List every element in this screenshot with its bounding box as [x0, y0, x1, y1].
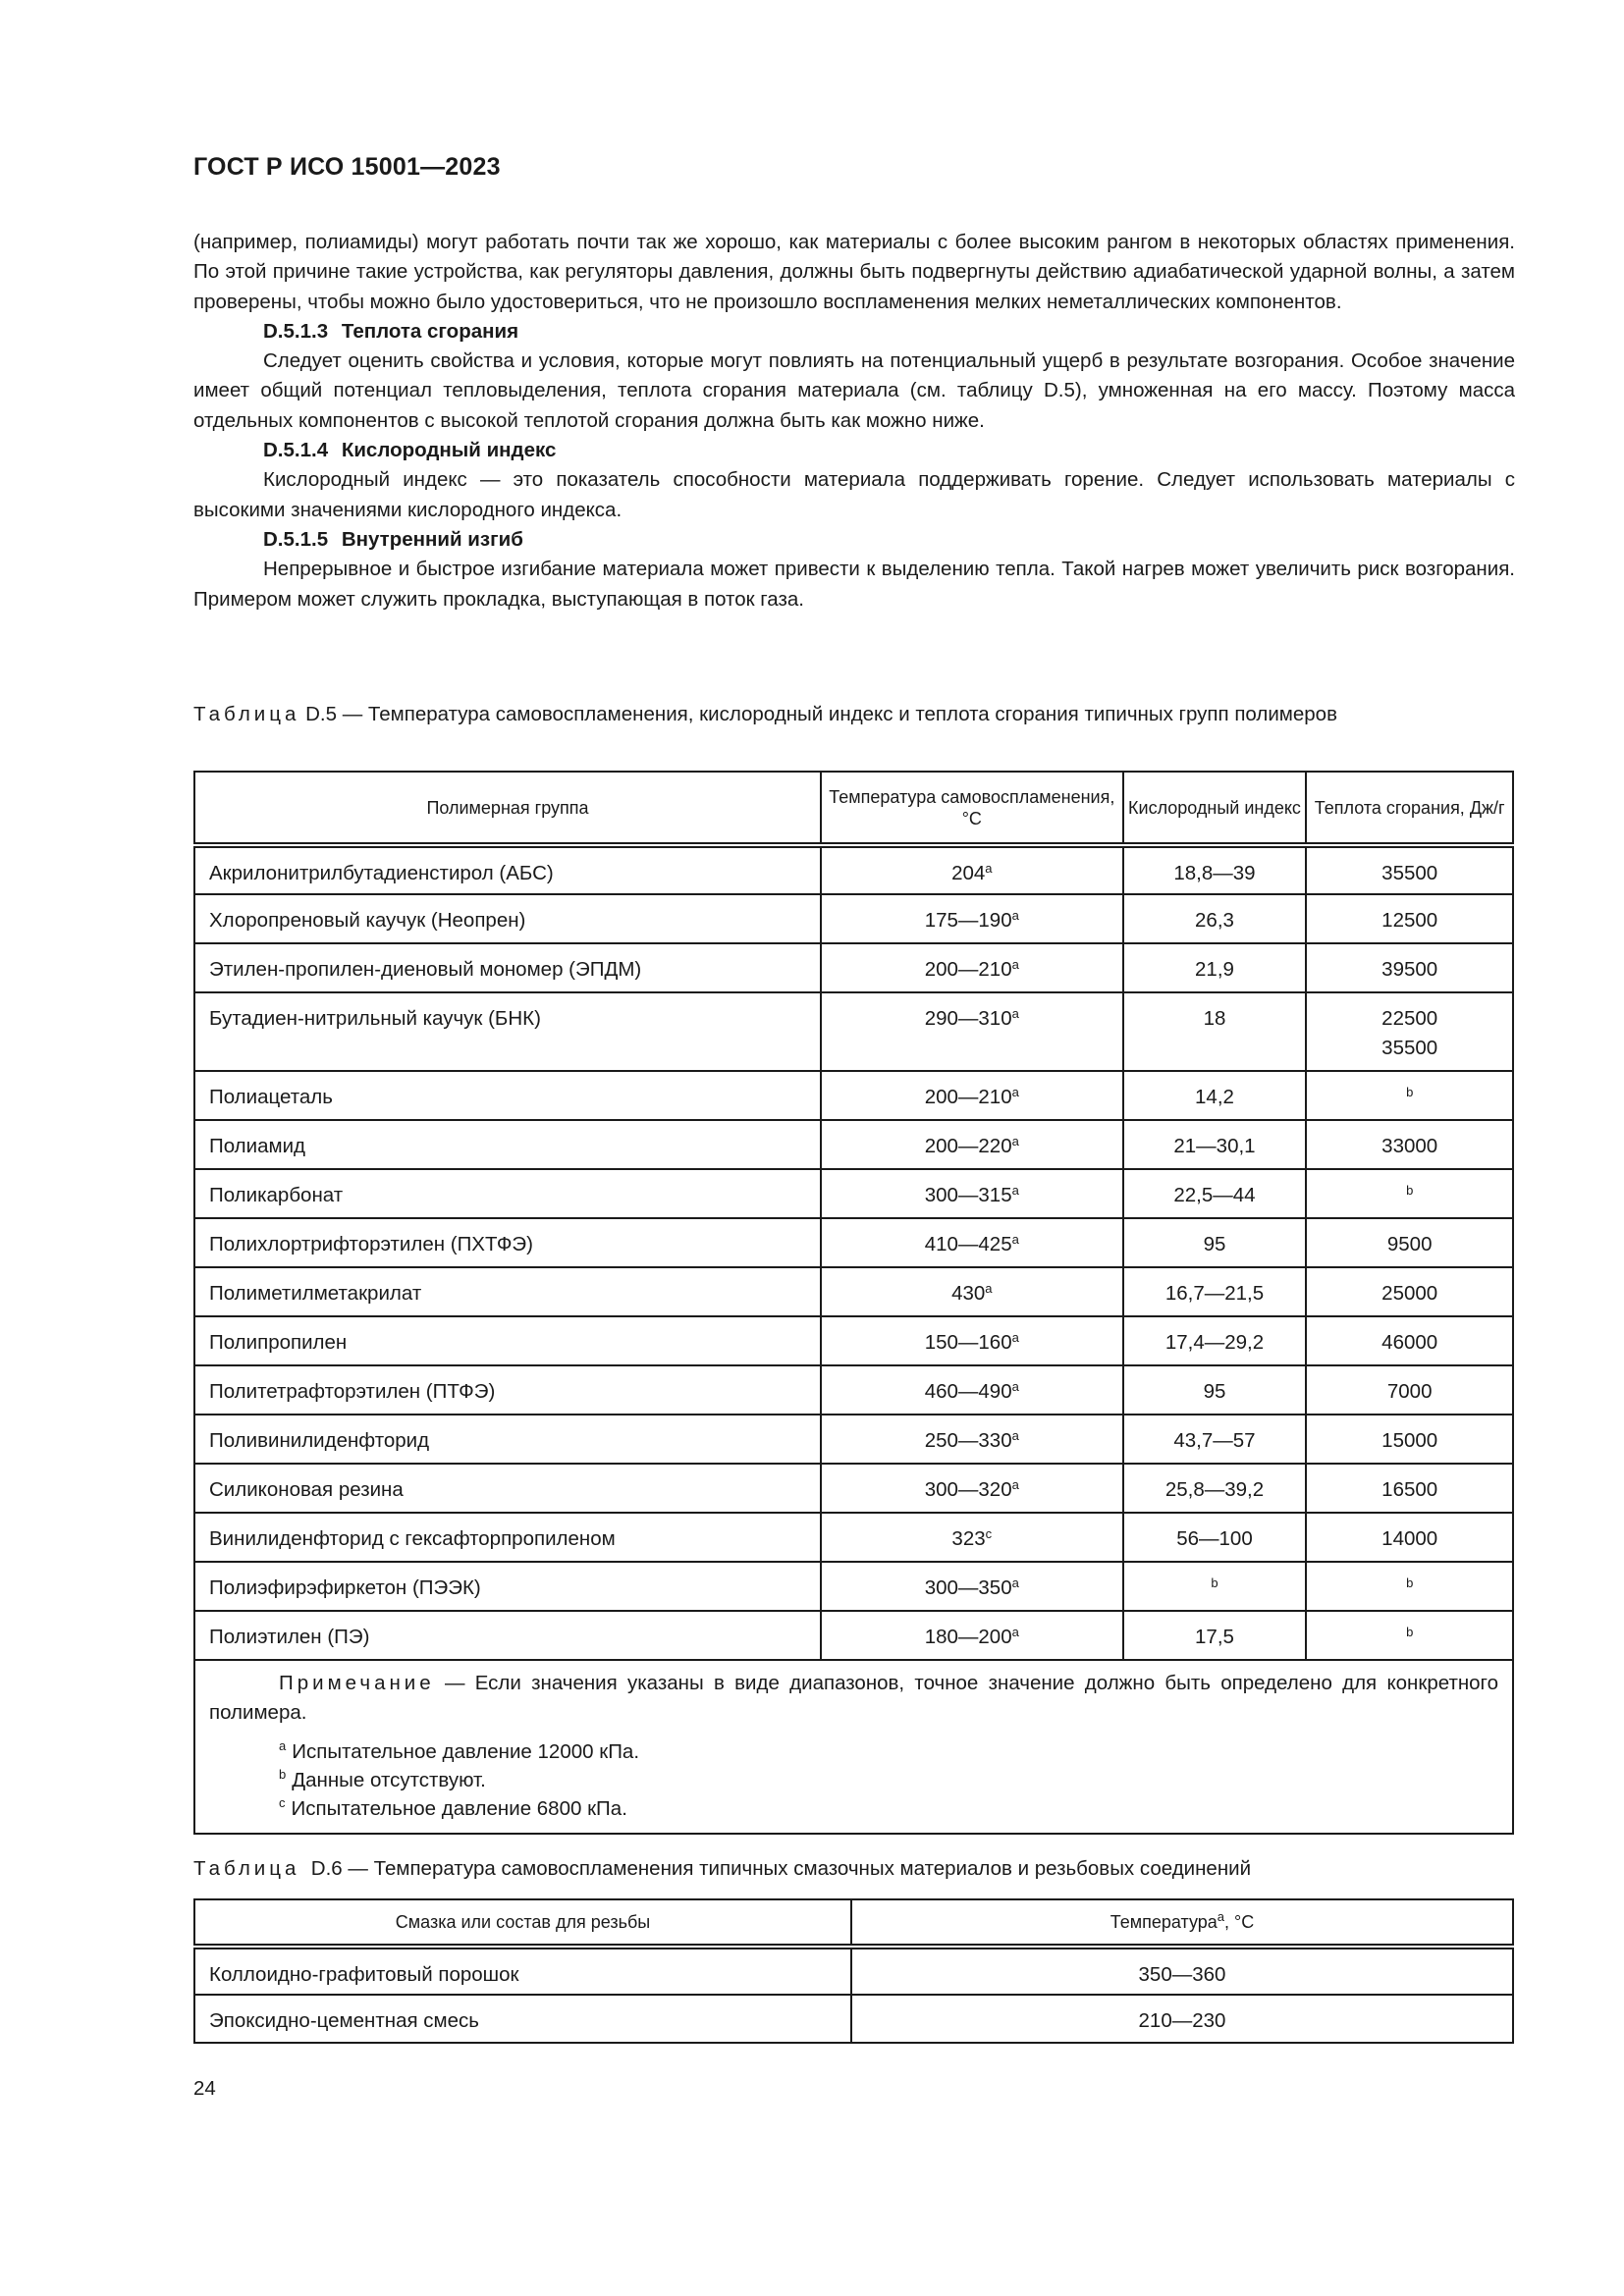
cell-oxygen-index: 22,5—44: [1123, 1169, 1307, 1218]
footnote-mark: a: [1011, 1232, 1019, 1247]
cell-polymer-group: Полиамид: [194, 1120, 821, 1169]
note-label: Примечание: [279, 1672, 435, 1694]
cell-oxygen-index: 18,8—39: [1123, 845, 1307, 894]
cell-heat-of-combustion: 35500: [1306, 845, 1513, 894]
cell-polymer-group: Полихлортрифторэтилен (ПХТФЭ): [194, 1218, 821, 1267]
footnote-mark: a: [1011, 1428, 1019, 1443]
footnote-b: [209, 1766, 1498, 1794]
table-row: [194, 1316, 1513, 1365]
table-row: [194, 943, 1513, 992]
footnote-c: [209, 1794, 1498, 1823]
table-row: [194, 894, 1513, 943]
cell-oxygen-index: 95: [1123, 1365, 1307, 1415]
cell-polymer-group: Винилиденфторид с гексафторпропиленом: [194, 1513, 821, 1562]
cell-oxygen-index: 21,9: [1123, 943, 1307, 992]
cell-polymer-group: Хлоропреновый каучук (Неопрен): [194, 894, 821, 943]
cell-oxygen-index: 56—100: [1123, 1513, 1307, 1562]
cell-autoignition-temp: 430$^a$: [821, 1267, 1123, 1316]
table-row: [194, 1169, 1513, 1218]
document-title: ГОСТ Р ИСО 15001—2023: [193, 153, 501, 181]
cell-oxygen-index: 17,5: [1123, 1611, 1307, 1660]
cell-polymer-group: Этилен-пропилен-диеновый мономер (ЭПДМ): [194, 943, 821, 992]
column-header-material: Смазка или состав для резьбы: [194, 1899, 851, 1947]
caption-text: D.5 — Температура самовоспламенения, кислородный индекс и теплота сгорания типичных групп полимеров: [305, 703, 1337, 725]
cell-polymer-group: Поликарбонат: [194, 1169, 821, 1218]
cell-polymer-group: Полипропилен: [194, 1316, 821, 1365]
cell-oxygen-index: 18: [1123, 992, 1307, 1071]
cell-autoignition-temp: 323$^c$: [821, 1513, 1123, 1562]
footnote-mark: a: [985, 1281, 993, 1296]
footnote-a: [209, 1737, 1498, 1766]
cell-oxygen-index: 16,7—21,5: [1123, 1267, 1307, 1316]
cell-autoignition-temp: 175—190$^a$: [821, 894, 1123, 943]
section-heading-d514: [193, 436, 1515, 465]
cell-polymer-group: Полиэфирэфиркетон (ПЭЭК): [194, 1562, 821, 1611]
cell-autoignition-temp: 200—220$^a$: [821, 1120, 1123, 1169]
table-row: [194, 1267, 1513, 1316]
footnote-mark: a: [1011, 1330, 1019, 1345]
table-header-row: [194, 1899, 1513, 1947]
section-number: D.5.1.4: [263, 439, 329, 462]
footnote-mark: a: [1011, 908, 1019, 923]
cell-oxygen-index: 95: [1123, 1218, 1307, 1267]
paragraph-d513: Следует оценить свойства и условия, которые могут повлиять на потенциальный ущерб в результате возгорания. Особое значение имеет общий потенциал тепловыделения, теплота сгорания материала (см. таблицу D.5), умноженная на его массу. Поэтому масса отдельных компонентов с высокой теплотой сгорания должна быть как можно ниже.: [193, 349, 1515, 432]
cell-heat-of-combustion: 16500: [1306, 1464, 1513, 1513]
caption-label: Таблица: [193, 703, 300, 725]
footnote-mark: c: [279, 1795, 286, 1810]
cell-polymer-group: Полиэтилен (ПЭ): [194, 1611, 821, 1660]
cell-heat-of-combustion: [1306, 1169, 1513, 1218]
table-row: [194, 1995, 1513, 2043]
table-row: [194, 1365, 1513, 1415]
cell-heat-of-combustion: [1306, 1611, 1513, 1660]
cell-autoignition-temp: 204$^a$: [821, 845, 1123, 894]
cell-autoignition-temp: 300—315$^a$: [821, 1169, 1123, 1218]
column-header-group: Полимерная группа: [194, 772, 821, 845]
cell-heat-of-combustion: 22500 35500: [1306, 992, 1513, 1071]
footnote-mark: b: [1406, 1575, 1414, 1590]
cell-oxygen-index: [1123, 1562, 1307, 1611]
footnote-mark: b: [1406, 1183, 1414, 1198]
note-paragraph: [209, 1669, 1498, 1728]
column-header-temperature: Температура$^a$, °C: [851, 1899, 1513, 1947]
table-d5: [193, 771, 1514, 1835]
paragraph-intro: (например, полиамиды) могут работать почти так же хорошо, как материалы с более высоким рангом в некоторых областях применения. По этой причине такие устройства, как регуляторы давления, должны быть подвергнуты действию адиабатической ударной волны, а затем проверены, чтобы можно было удостовериться, что не произошло воспламенения мелких неметаллических компонентов.: [193, 231, 1515, 313]
cell-polymer-group: Поливинилиденфторид: [194, 1415, 821, 1464]
cell-autoignition-temp: 300—320$^a$: [821, 1464, 1123, 1513]
table-row: [194, 1415, 1513, 1464]
table-d6: [193, 1898, 1514, 2044]
table-row: [194, 1218, 1513, 1267]
cell-heat-of-combustion: 14000: [1306, 1513, 1513, 1562]
section-title: Внутренний изгиб: [341, 527, 523, 551]
table-row: [194, 1562, 1513, 1611]
note-text: — Если значения указаны в виде диапазонов, точное значение должно быть определено для конкретного полимера.: [209, 1672, 1498, 1724]
section-heading-d513: [193, 317, 1515, 347]
footnote-mark: c: [985, 1526, 993, 1541]
footnote-mark: a: [1011, 1134, 1019, 1148]
cell-heat-of-combustion: 7000: [1306, 1365, 1513, 1415]
cell-material: Эпоксидно-цементная смесь: [194, 1995, 851, 2043]
cell-autoignition-temp: 180—200$^a$: [821, 1611, 1123, 1660]
cell-heat-of-combustion: 12500: [1306, 894, 1513, 943]
cell-autoignition-temp: 300—350$^a$: [821, 1562, 1123, 1611]
cell-heat-of-combustion: 46000: [1306, 1316, 1513, 1365]
table-d5-caption: [193, 700, 1515, 729]
table-row: [194, 992, 1513, 1071]
cell-autoignition-temp: 290—310$^a$: [821, 992, 1123, 1071]
table-row: [194, 1464, 1513, 1513]
section-title: Теплота сгорания: [341, 319, 519, 343]
cell-autoignition-temp: 410—425$^a$: [821, 1218, 1123, 1267]
cell-heat-of-combustion: 25000: [1306, 1267, 1513, 1316]
cell-oxygen-index: 43,7—57: [1123, 1415, 1307, 1464]
table-row: [194, 1071, 1513, 1120]
footnote-mark: b: [1406, 1085, 1414, 1099]
cell-oxygen-index: 14,2: [1123, 1071, 1307, 1120]
cell-temperature: 350—360: [851, 1947, 1513, 1995]
cell-oxygen-index: 25,8—39,2: [1123, 1464, 1307, 1513]
table-note-row: [194, 1660, 1513, 1834]
cell-polymer-group: Полиацеталь: [194, 1071, 821, 1120]
cell-autoignition-temp: 200—210$^a$: [821, 943, 1123, 992]
cell-polymer-group: Полиметилметакрилат: [194, 1267, 821, 1316]
footnote-mark: b: [1406, 1625, 1414, 1639]
footnote-mark: a: [1011, 1575, 1019, 1590]
footnote-mark: a: [1011, 1085, 1019, 1099]
footnote-mark: a: [1011, 1379, 1019, 1394]
cell-heat-of-combustion: [1306, 1071, 1513, 1120]
column-header-oxygen-index: Кислородный индекс: [1123, 772, 1307, 845]
caption-label: Таблица: [193, 1857, 300, 1880]
footnote-text: Испытательное давление 6800 кПа.: [291, 1797, 627, 1820]
cell-material: Коллоидно-графитовый порошок: [194, 1947, 851, 1995]
column-header-heat-of-combustion: Теплота сгорания, Дж/г: [1306, 772, 1513, 845]
footnote-text: Испытательное давление 12000 кПа.: [292, 1740, 640, 1763]
footnote-mark: a: [279, 1738, 287, 1753]
footnote-mark: a: [1217, 1909, 1225, 1924]
section-number: D.5.1.5: [263, 527, 329, 551]
table-row: [194, 1947, 1513, 1995]
cell-autoignition-temp: 250—330$^a$: [821, 1415, 1123, 1464]
cell-polymer-group: Политетрафторэтилен (ПТФЭ): [194, 1365, 821, 1415]
cell-heat-of-combustion: 33000: [1306, 1120, 1513, 1169]
cell-polymer-group: Силиконовая резина: [194, 1464, 821, 1513]
footnote-mark: a: [985, 861, 993, 876]
table-d6-caption: [193, 1854, 1515, 1884]
cell-heat-of-combustion: 15000: [1306, 1415, 1513, 1464]
column-header-temperature: Температура самовоспламенения, °C: [821, 772, 1123, 845]
cell-polymer-group: Бутадиен-нитрильный каучук (БНК): [194, 992, 821, 1071]
cell-oxygen-index: 26,3: [1123, 894, 1307, 943]
footnote-mark: b: [1211, 1575, 1218, 1590]
paragraph-d515: Непрерывное и быстрое изгибание материала может привести к выделению тепла. Такой нагрев может увеличить риск возгорания. Примером может служить прокладка, выступающая в поток газа.: [193, 558, 1515, 611]
footnote-mark: a: [1011, 1625, 1019, 1639]
paragraph-d514: Кислородный индекс — это показатель способности материала поддерживать горение. Следует использовать материалы с высокими значениями кислородного индекса.: [193, 468, 1515, 521]
body-text: [193, 228, 1515, 614]
cell-autoignition-temp: 200—210$^a$: [821, 1071, 1123, 1120]
cell-oxygen-index: 21—30,1: [1123, 1120, 1307, 1169]
table-row: [194, 1611, 1513, 1660]
footnote-mark: b: [279, 1767, 287, 1782]
footnote-mark: a: [1011, 1006, 1019, 1021]
table-row: [194, 1120, 1513, 1169]
table-note: [194, 1660, 1513, 1834]
cell-heat-of-combustion: [1306, 1562, 1513, 1611]
footnote-mark: a: [1011, 1477, 1019, 1492]
section-title: Кислородный индекс: [341, 439, 557, 462]
page-number: 24: [193, 2077, 216, 2100]
caption-text: D.6 — Температура самовоспламенения типичных смазочных материалов и резьбовых соединений: [310, 1857, 1252, 1880]
cell-polymer-group: Акрилонитрилбутадиенстирол (АБС): [194, 845, 821, 894]
footnote-text: Данные отсутствуют.: [292, 1769, 486, 1791]
section-number: D.5.1.3: [263, 319, 329, 343]
footnote-mark: a: [1011, 957, 1019, 972]
cell-autoignition-temp: 150—160$^a$: [821, 1316, 1123, 1365]
table-row: [194, 1513, 1513, 1562]
table-header-row: [194, 772, 1513, 845]
cell-autoignition-temp: 460—490$^a$: [821, 1365, 1123, 1415]
cell-heat-of-combustion: 39500: [1306, 943, 1513, 992]
footnote-mark: a: [1011, 1183, 1019, 1198]
table-row: [194, 845, 1513, 894]
cell-oxygen-index: 17,4—29,2: [1123, 1316, 1307, 1365]
cell-temperature: 210—230: [851, 1995, 1513, 2043]
section-heading-d515: [193, 525, 1515, 555]
cell-heat-of-combustion: 9500: [1306, 1218, 1513, 1267]
